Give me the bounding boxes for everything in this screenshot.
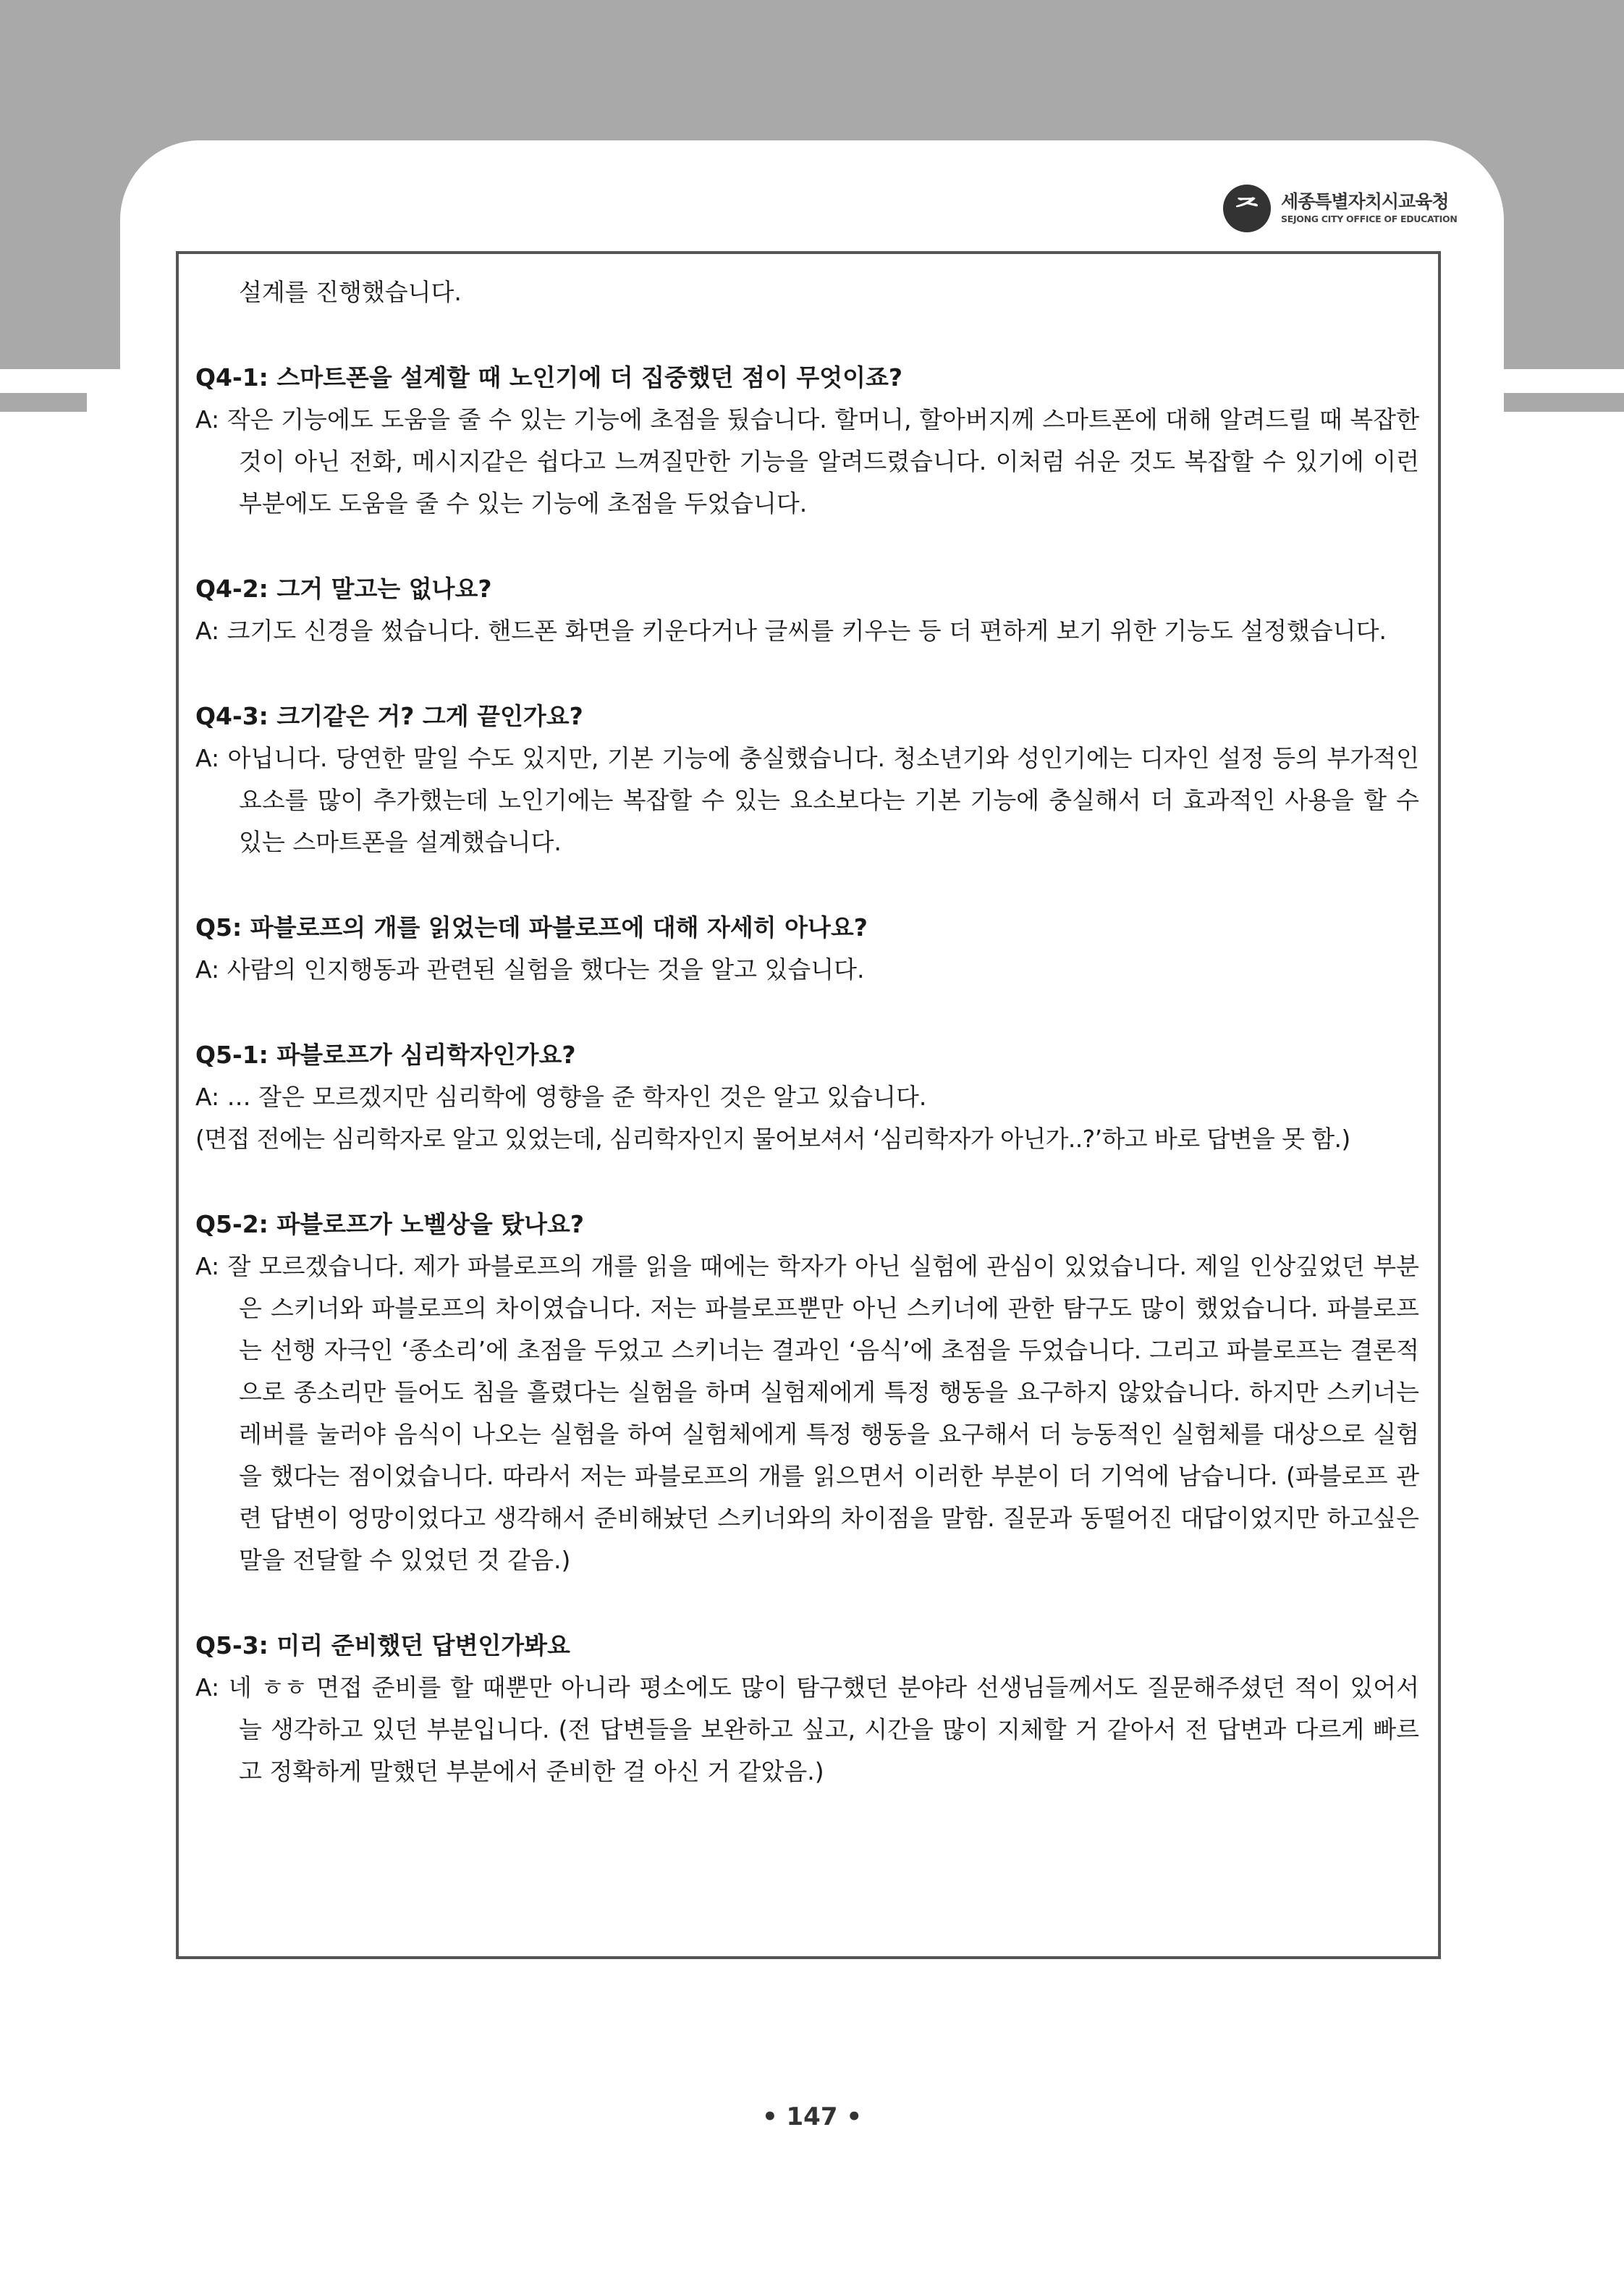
question-q4-1: Q4-1: 스마트폰을 설계할 때 노인기에 더 집중했던 점이 무엇이죠? — [195, 363, 902, 392]
answer-q4-2: A: 크기도 신경을 썼습니다. 핸드폰 화면을 키운다거나 글씨를 키우는 등 더 편하게 보기 위한 기능도 설정했습니다. — [195, 617, 1387, 645]
question-q5-1: Q5-1: 파블로프가 심리학자인가요? — [195, 1041, 576, 1069]
note-q5-1: (면접 전에는 심리학자로 알고 있었는데, 심리학자인지 물어보셔서 ‘심리학자가 아닌가..?’하고 바로 답변을 못 함.) — [195, 1125, 1350, 1153]
question-q4-3: Q4-3: 크기같은 거? 그게 끝인가요? — [195, 702, 583, 730]
question-q4-2: Q4-2: 그거 말고는 없나요? — [195, 575, 492, 603]
org-name — [1281, 193, 1458, 224]
answer-q4-3: A: 아닙니다. 당연한 말일 수도 있지만, 기본 기능에 충실했습니다. 청소년기와 성인기에는 디자인 설정 등의 부가적인 요소를 많이 추가했는데 노인기에는 복잡할 수 있는 요소보다는 기본 기능에 충실해서 더 효과적인 사용을 할 수 있는 스마트폰을 설계했습니다. — [195, 744, 1419, 856]
page-number: • 147 • — [761, 2102, 863, 2131]
answer-q5-1: A: … 잘은 모르겠지만 심리학에 영향을 준 학자인 것은 알고 있습니다. — [195, 1083, 927, 1111]
right-stripe — [1502, 393, 1624, 412]
left-stripe — [0, 393, 87, 412]
org-name-ko: 세종특별자치시교육청 — [1281, 191, 1449, 213]
org-logo — [1223, 183, 1458, 234]
answer-q5: A: 사람의 인지행동과 관련된 실험을 했다는 것을 알고 있습니다. — [195, 955, 865, 984]
answer-q5-3: A: 네 ㅎㅎ 면접 준비를 할 때뿐만 아니라 평소에도 많이 탐구했던 분야라 선생님들께서도 질문해주셨던 적이 있어서 늘 생각하고 있던 부분입니다. (전 답변들을 보완하고 싶고, 시간을 많이 지체할 거 같아서 전 답변과 다르게 빠르고 정확하게 말했던 부분에서 준비한 걸 아신 거 같았음.) — [195, 1673, 1419, 1785]
org-name-en: SEJONG CITY OFFICE OF EDUCATION — [1281, 213, 1458, 225]
answer-q5-2: A: 잘 모르겠습니다. 제가 파블로프의 개를 읽을 때에는 학자가 아닌 실험에 관심이 있었습니다. 제일 인상깊었던 부분은 스키너와 파블로프의 차이였습니다. 저는 파블로프뿐만 아닌 스키너에 관한 탐구도 많이 했었습니다. 파블로프는 선행 자극인 ‘종소리’에 초점을 두었고 스키너는 결과인 ‘음식’에 초점을 두었습니다. 그리고 파블로프는 결론적으로 종소리만 들어도 침을 흘렸다는 실험을 하며 실험제에게 특정 행동을 요구하지 않았습니다. 하지만 스키너는 레버를 눌러야 음식이 나오는 실험을 하여 실험체에게 특정 행동을 요구해서 더 능동적인 실험체를 대상으로 실험을 했다는 점이었습니다. 따라서 저는 파블로프의 개를 읽으면서 이러한 부분이 더 기억에 남습니다. (파블로프 관련 답변이 엉망이었다고 생각해서 준비해놨던 스키너와의 차이점을 말함. 질문과 동떨어진 대답이었지만 하고싶은 말을 전달할 수 있었던 것 같음.) — [195, 1252, 1419, 1574]
question-q5-2: Q5-2: 파블로프가 노벨상을 탔나요? — [195, 1210, 585, 1238]
question-q5: Q5: 파블로프의 개를 읽었는데 파블로프에 대해 자세히 아나요? — [195, 913, 868, 942]
intro-continuation: 설계를 진행했습니다. — [239, 278, 462, 306]
question-q5-3: Q5-3: 미리 준비했던 답변인가봐요 — [195, 1631, 570, 1659]
interview-box — [176, 251, 1441, 1959]
answer-q4-1: A: 작은 기능에도 도움을 줄 수 있는 기능에 초점을 뒀습니다. 할머니, 할아버지께 스마트폰에 대해 알려드릴 때 복잡한 것이 아닌 전화, 메시지같은 쉽다고 느껴질만한 기능을 알려드렸습니다. 이처럼 쉬운 것도 복잡할 수 있기에 이런 부분에도 도움을 줄 수 있는 기능에 초점을 두었습니다. — [195, 405, 1419, 517]
org-emblem-icon: ᄌ — [1223, 185, 1271, 232]
